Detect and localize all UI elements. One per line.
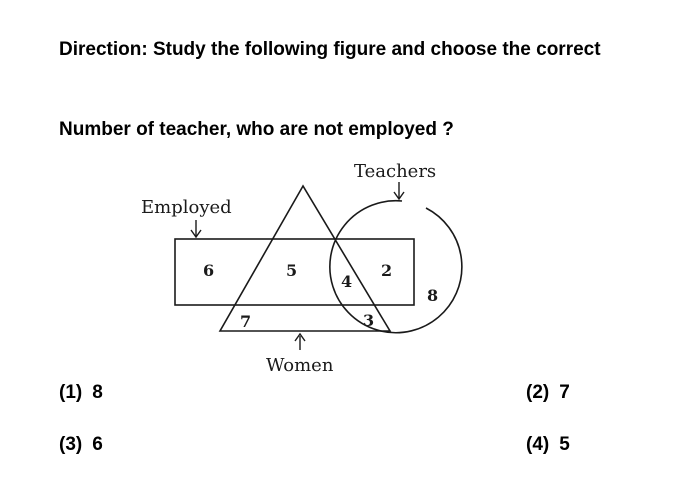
region-women-only: 7 [240, 312, 252, 331]
region-employed-only: 6 [203, 261, 215, 280]
question-prompt: Number of teacher, who are not employed ? [59, 119, 454, 140]
women-arrow [295, 334, 305, 350]
option-2-number: (2) [526, 382, 550, 403]
option-1-number: (1) [59, 382, 83, 403]
option-1-value: 8 [92, 382, 103, 403]
option-4-value: 5 [559, 434, 570, 455]
teachers-circle [330, 201, 462, 333]
option-3-number: (3) [59, 434, 83, 455]
teachers-label: Teachers [354, 161, 437, 182]
option-4[interactable] [526, 434, 570, 456]
option-1[interactable] [59, 382, 103, 404]
region-employed-women-teachers: 4 [341, 272, 353, 291]
option-3[interactable] [59, 434, 103, 456]
employed-label: Employed [141, 197, 232, 218]
teachers-arrow [394, 182, 404, 199]
option-2-value: 7 [559, 382, 570, 403]
region-employed-teachers: 2 [381, 261, 393, 280]
option-2[interactable] [526, 382, 570, 404]
region-women-teachers: 3 [363, 311, 375, 330]
option-3-value: 6 [92, 434, 103, 455]
region-employed-women: 5 [286, 261, 298, 280]
direction-text: Direction: Study the following figure and choose the correct [59, 39, 601, 60]
women-label: Women [266, 355, 334, 376]
option-4-number: (4) [526, 434, 550, 455]
region-teachers-only: 8 [427, 286, 439, 305]
employed-arrow [191, 220, 201, 237]
